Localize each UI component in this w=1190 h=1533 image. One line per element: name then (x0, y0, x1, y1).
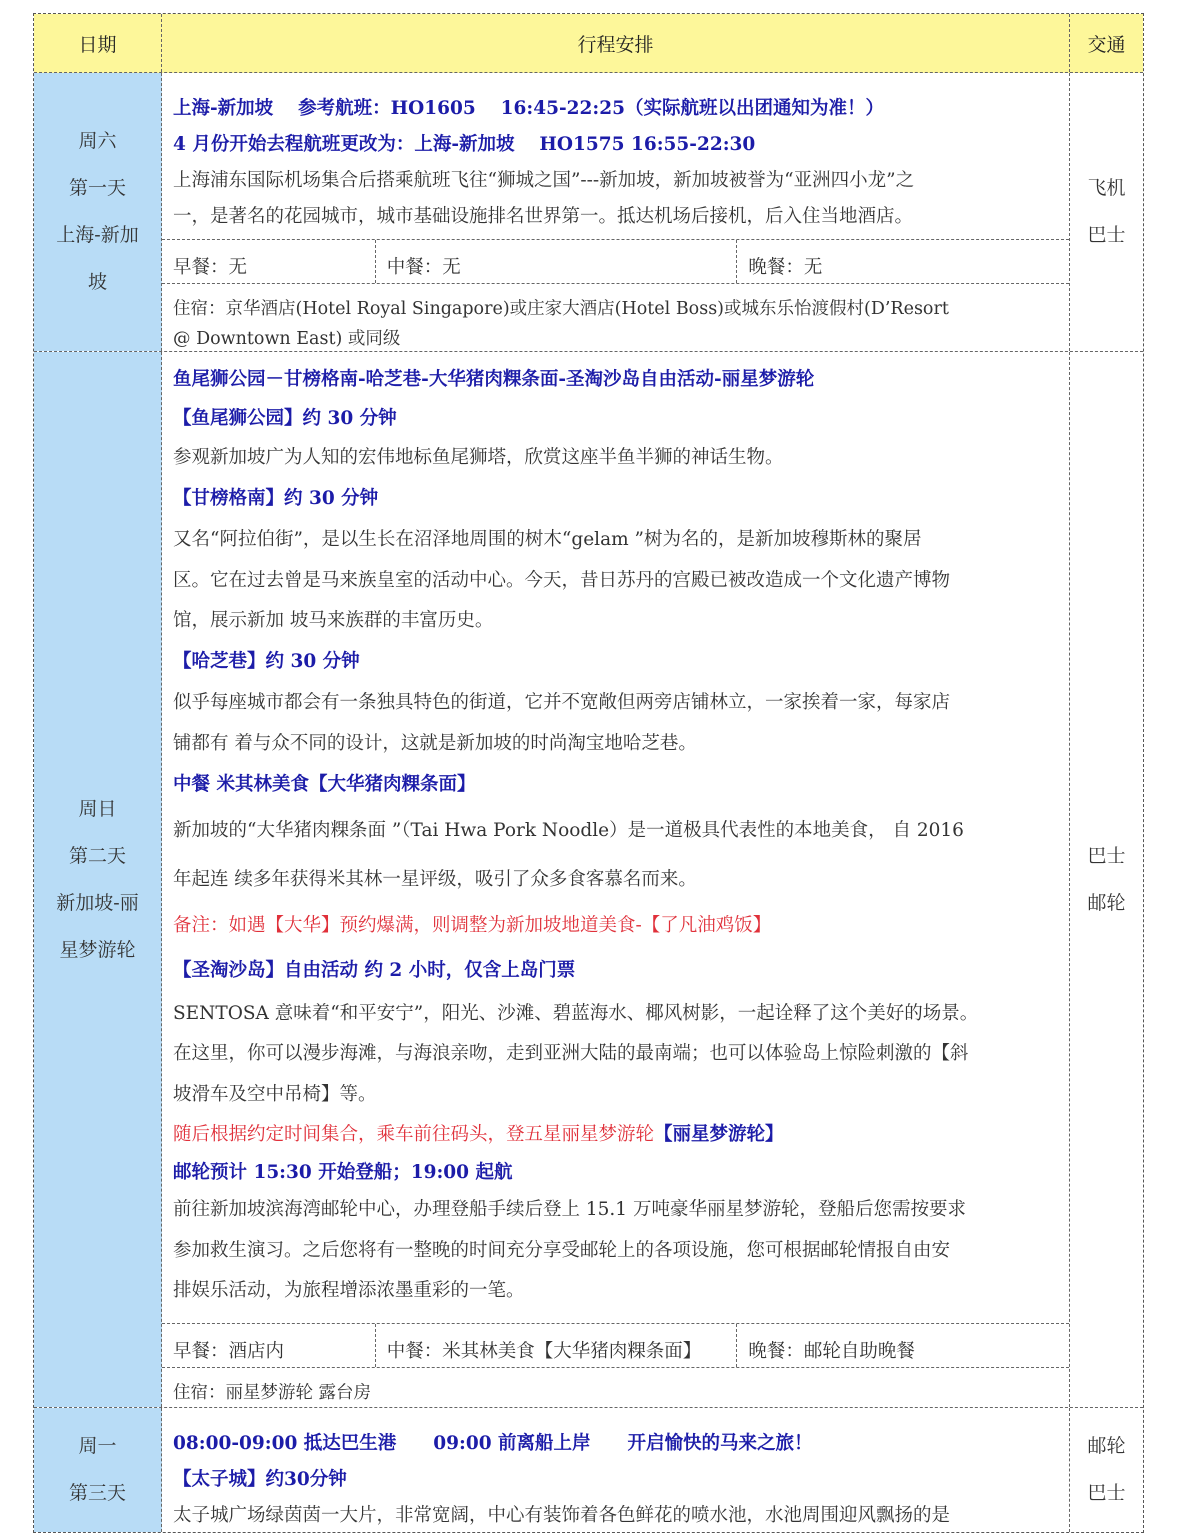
schedule-text: 参观新加坡广为人知的宏伟地标鱼尾狮塔，欣赏这座半鱼半狮的神话生物。 (173, 447, 784, 468)
schedule-heading: 08:00-09:00 抵达巴生港 09:00 前离船上岸 开启愉快的马来之旅！ (173, 1433, 813, 1454)
table-header (34, 14, 1143, 73)
schedule-text: 太子城广场绿茵茵一大片，非常宽阔，中心有装饰着各色鲜花的喷水池，水池周围迎风飘扬的是 (173, 1505, 951, 1526)
schedule-text: SENTOSA 意味着“和平安宁”，阳光、沙滩、碧蓝海水、椰风树影，一起诠释了这个美好的场景。 (173, 1002, 979, 1024)
schedule-text: 在这里，你可以漫步海滩，与海浪亲吻，走到亚洲大陆的最南端；也可以体验岛上惊险刺激的【斜 (173, 1043, 969, 1064)
lodging-line: 住宿：丽星梦游轮 露台房 (173, 1383, 372, 1403)
transport-mode: 巴士 (1087, 1482, 1126, 1504)
day-transport-cell (1070, 352, 1143, 1407)
schedule-heading: 【甘榜格南】约 30 分钟 (173, 488, 379, 509)
itinerary-table (33, 13, 1144, 1533)
day-date-cell (34, 1408, 162, 1532)
schedule-text: 铺都有 着与众不同的设计，这就是新加坡的时尚淘宝地哈芝巷。 (173, 732, 697, 754)
transport-mode: 巴士 (1087, 844, 1126, 867)
lodging-line: 住宿：京华酒店(Hotel Royal Singapore)或庄家大酒店(Hotel Boss)或城东乐怡渡假村(D’Resort (173, 299, 949, 319)
day-date-line: 坡 (87, 271, 107, 293)
transport-mode: 邮轮 (1087, 1435, 1126, 1457)
meal-lunch: 中餐：无 (375, 240, 737, 283)
schedule-text: 馆，展示新加 坡马来族群的丰富历史。 (173, 610, 494, 631)
meals-row (162, 1323, 1069, 1367)
schedule-heading: 4 月份开始去程航班更改为：上海-新加坡 HO1575 16:55-22:30 (173, 134, 756, 155)
transport-mode: 飞机 (1087, 177, 1126, 199)
lodging-line: @ Downtown East) 或同级 (173, 329, 401, 349)
schedule-text: 一，是著名的花园城市，城市基础设施排名世界第一。抵达机场后接机，后入住当地酒店。 (173, 206, 914, 227)
schedule-text: 前往新加坡滨海湾邮轮中心，办理登船手续后登上 15.1 万吨豪华丽星梦游轮，登船后您需按要求 (173, 1199, 966, 1220)
day-schedule-cell (162, 73, 1070, 351)
day-date-cell (34, 73, 162, 351)
day-schedule-cell (162, 352, 1070, 1407)
day-date-line: 第一天 (68, 177, 126, 199)
header-transport: 交通 (1070, 14, 1143, 72)
day-row (34, 1408, 1143, 1532)
day-row (34, 73, 1143, 352)
schedule-note: 随后根据约定时间集合，乘车前往码头，登五星丽星梦游轮 (173, 1124, 655, 1145)
meals-row (162, 239, 1069, 283)
header-date: 日期 (34, 14, 162, 72)
schedule-text: 似乎每座城市都会有一条独具特色的街道，它并不宽敞但两旁店铺林立，一家挨着一家，每家店 (173, 692, 951, 713)
header-schedule: 行程安排 (162, 14, 1070, 72)
schedule-heading: 邮轮预计 15:30 开始登船；19:00 起航 (173, 1161, 513, 1183)
day-description (162, 73, 1069, 239)
schedule-heading: 上海-新加坡 参考航班：HO1605 16:45-22:25（实际航班以出团通知为准！） (173, 98, 884, 119)
day-date-line: 星梦游轮 (59, 938, 136, 961)
schedule-note: 备注：如遇【大华】预约爆满，则调整为新加坡地道美食-【了凡油鸡饭】 (173, 915, 772, 936)
day-description (162, 1408, 1069, 1532)
schedule-text: 坡滑车及空中吊椅】等。 (173, 1083, 377, 1105)
day-transport-cell (1070, 1408, 1143, 1532)
day-date-cell (34, 352, 162, 1407)
transport-mode: 巴士 (1087, 224, 1126, 246)
schedule-heading: 【鱼尾狮公园】约 30 分钟 (173, 408, 397, 429)
day-date-line: 第二天 (68, 844, 126, 867)
schedule-text: 区。它在过去曾是马来族皇室的活动中心。今天，昔日苏丹的宫殿已被改造成一个文化遗产博物 (173, 569, 951, 591)
meal-dinner: 晚餐：邮轮自助晚餐 (736, 1324, 1069, 1367)
schedule-heading: 【哈芝巷】约 30 分钟 (173, 651, 360, 672)
schedule-heading: 中餐 米其林美食【大华猪肉粿条面】 (173, 774, 476, 795)
schedule-text: 上海浦东国际机场集合后搭乘航班飞往“狮城之国”---新加坡，新加坡被誉为“亚洲四小龙”之 (173, 170, 915, 191)
day-date-line: 上海-新加 (56, 224, 139, 246)
meal-dinner: 晚餐：无 (736, 240, 1069, 283)
schedule-text (173, 1113, 1069, 1153)
day-date-line: 新加坡-丽 (56, 891, 139, 914)
schedule-text: 新加坡的“大华猪肉粿条面 ”（Tai Hwa Pork Noodle）是一道极具代表性的本地美食， 自 2016 (173, 820, 964, 841)
day-date-line: 周六 (78, 130, 117, 152)
meal-lunch: 中餐：米其林美食【大华猪肉粿条面】 (375, 1324, 737, 1367)
schedule-heading: 【太子城】约30分钟 (173, 1469, 347, 1490)
lodging-info (162, 283, 1069, 351)
day-date-line: 周一 (78, 1435, 117, 1457)
day-description (162, 352, 1069, 1323)
schedule-text: 又名“阿拉伯街”，是以生长在沼泽地周围的树木“gelam ”树为名的，是新加坡穆斯林的聚居 (173, 529, 922, 550)
meal-breakfast: 早餐：无 (173, 257, 248, 278)
schedule-heading: 【圣淘沙岛】自由活动 约 2 小时，仅含上岛门票 (173, 960, 576, 981)
transport-mode: 邮轮 (1087, 891, 1126, 914)
schedule-text: 年起连 续多年获得米其林一星评级，吸引了众多食客慕名而来。 (173, 868, 697, 890)
lodging-info (162, 1367, 1069, 1407)
day-transport-cell (1070, 73, 1143, 351)
day-schedule-cell (162, 1408, 1070, 1532)
meal-breakfast: 早餐：酒店内 (173, 1341, 285, 1362)
schedule-heading: 【丽星梦游轮】 (654, 1124, 784, 1145)
schedule-text: 排娱乐活动，为旅程增添浓墨重彩的一笔。 (173, 1280, 525, 1301)
day-date-line: 第三天 (68, 1482, 126, 1504)
schedule-text: 参加救生演习。之后您将有一整晚的时间充分享受邮轮上的各项设施，您可根据邮轮情报自由安 (173, 1239, 951, 1261)
schedule-heading: 鱼尾狮公园－甘榜格南-哈芝巷-大华猪肉粿条面-圣淘沙岛自由活动-丽星梦游轮 (173, 369, 815, 390)
day-row (34, 352, 1143, 1408)
day-date-line: 周日 (78, 797, 117, 820)
